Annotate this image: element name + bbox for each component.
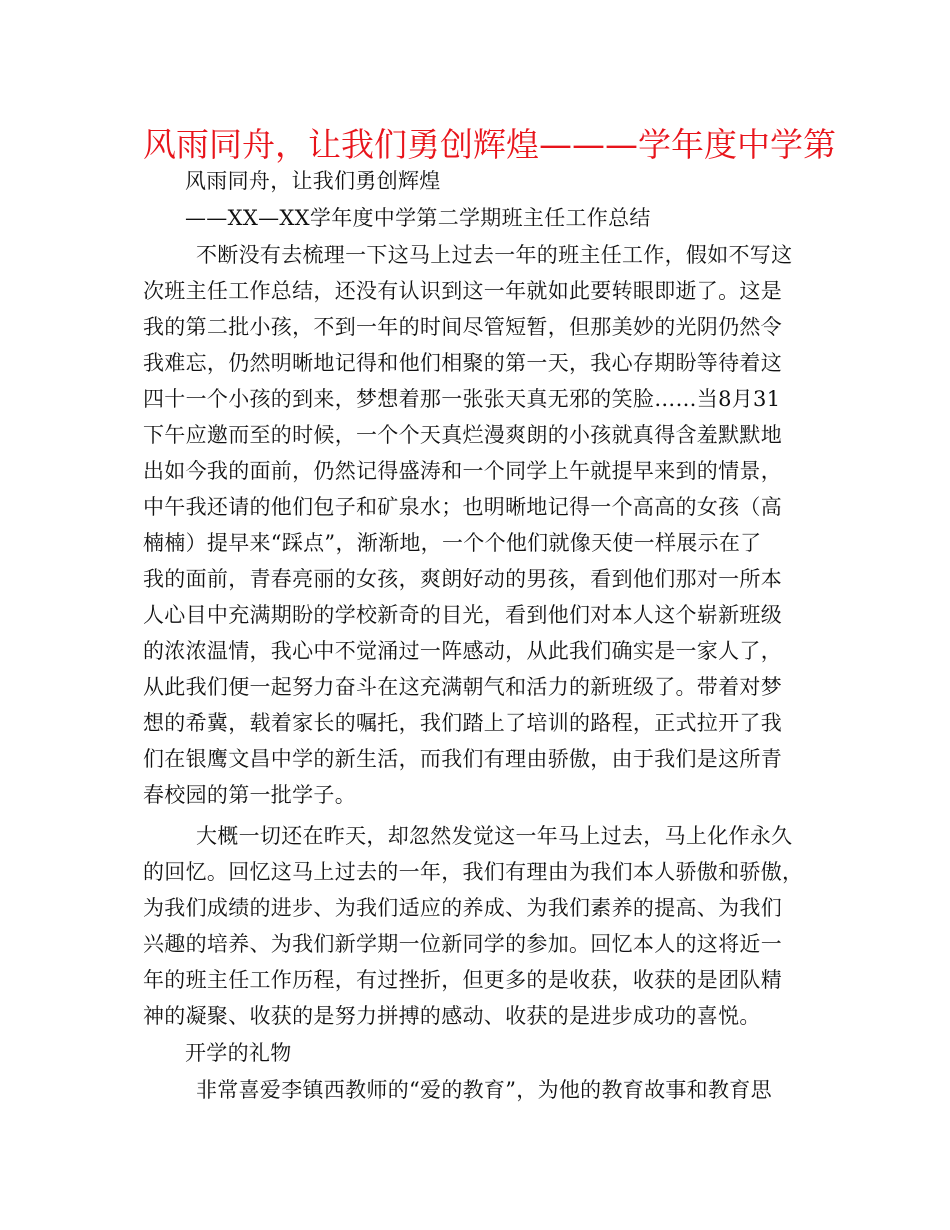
paragraph-1-line: 四十一个小孩的到来，梦想着那一张张天真无邪的笑脸……当8月31 bbox=[143, 387, 781, 411]
subtitle-2: ——XX—XX学年度中学第二学期班主任工作总结 bbox=[185, 206, 651, 230]
document-title: 风雨同舟，让我们勇创辉煌———学年度中学第 bbox=[143, 125, 836, 164]
paragraph-2-line: 兴趣的培养、为我们新学期一位新同学的参加。回忆本人的这将近一 bbox=[143, 932, 782, 956]
paragraph-1-line: 中午我还请的他们包子和矿泉水；也明晰地记得一个高高的女孩（高 bbox=[143, 495, 782, 519]
subtitle-1: 风雨同舟，让我们勇创辉煌 bbox=[185, 169, 441, 193]
paragraph-2-line: 年的班主任工作历程，有过挫折，但更多的是收获，收获的是团队精 bbox=[143, 968, 782, 992]
paragraph-1-line: 楠楠）提早来“踩点”，渐渐地，一个个他们就像天使一样展示在了 bbox=[143, 531, 762, 555]
paragraph-1-line: 们在银鹰文昌中学的新生活，而我们有理由骄傲，由于我们是这所青 bbox=[143, 747, 782, 771]
paragraph-2-line: 的回忆。回忆这马上过去的一年，我们有理由为我们本人骄傲和骄傲， bbox=[143, 860, 804, 884]
paragraph-1-line: 下午应邀而至的时候，一个个天真烂漫爽朗的小孩就真得含羞默默地 bbox=[143, 423, 782, 447]
paragraph-1-line: 出如今我的面前，仍然记得盛涛和一个同学上午就提早来到的情景， bbox=[143, 459, 782, 483]
paragraph-1-line: 想的希冀，载着家长的嘱托，我们踏上了培训的路程，正式拉开了我 bbox=[143, 711, 782, 735]
paragraph-1-line: 我的第二批小孩，不到一年的时间尽管短暂，但那美妙的光阴仍然令 bbox=[143, 315, 782, 339]
paragraph-1-line: 我的面前，青春亮丽的女孩，爽朗好动的男孩，看到他们那对一所本 bbox=[143, 567, 782, 591]
paragraph-1-line: 人心目中充满期盼的学校新奇的目光，看到他们对本人这个崭新班级 bbox=[143, 603, 782, 627]
paragraph-1-line: 春校园的第一批学子。 bbox=[143, 783, 356, 807]
paragraph-2-line: 大概一切还在昨天，却忽然发觉这一年马上过去，马上化作永久 bbox=[196, 824, 793, 848]
paragraph-1-line: 我难忘，仍然明晰地记得和他们相聚的第一天，我心存期盼等待着这 bbox=[143, 351, 782, 375]
paragraph-2-line: 为我们成绩的进步、为我们适应的养成、为我们素养的提高、为我们 bbox=[143, 896, 782, 920]
paragraph-2-line: 神的凝聚、收获的是努力拼搏的感动、收获的是进步成功的喜悦。 bbox=[143, 1004, 761, 1028]
paragraph-1-line: 次班主任工作总结，还没有认识到这一年就如此要转眼即逝了。这是 bbox=[143, 279, 782, 303]
paragraph-1-line: 的浓浓温情，我心中不觉涌过一阵感动，从此我们确实是一家人了， bbox=[143, 639, 782, 663]
paragraph-1-line: 不断没有去梳理一下这马上过去一年的班主任工作，假如不写这 bbox=[196, 243, 793, 267]
paragraph-1-line: 从此我们便一起努力奋斗在这充满朝气和活力的新班级了。带着对梦 bbox=[143, 675, 782, 699]
section-heading: 开学的礼物 bbox=[185, 1041, 292, 1065]
paragraph-3-line: 非常喜爱李镇西教师的“爱的教育”，为他的教育故事和教育思 bbox=[196, 1078, 772, 1102]
